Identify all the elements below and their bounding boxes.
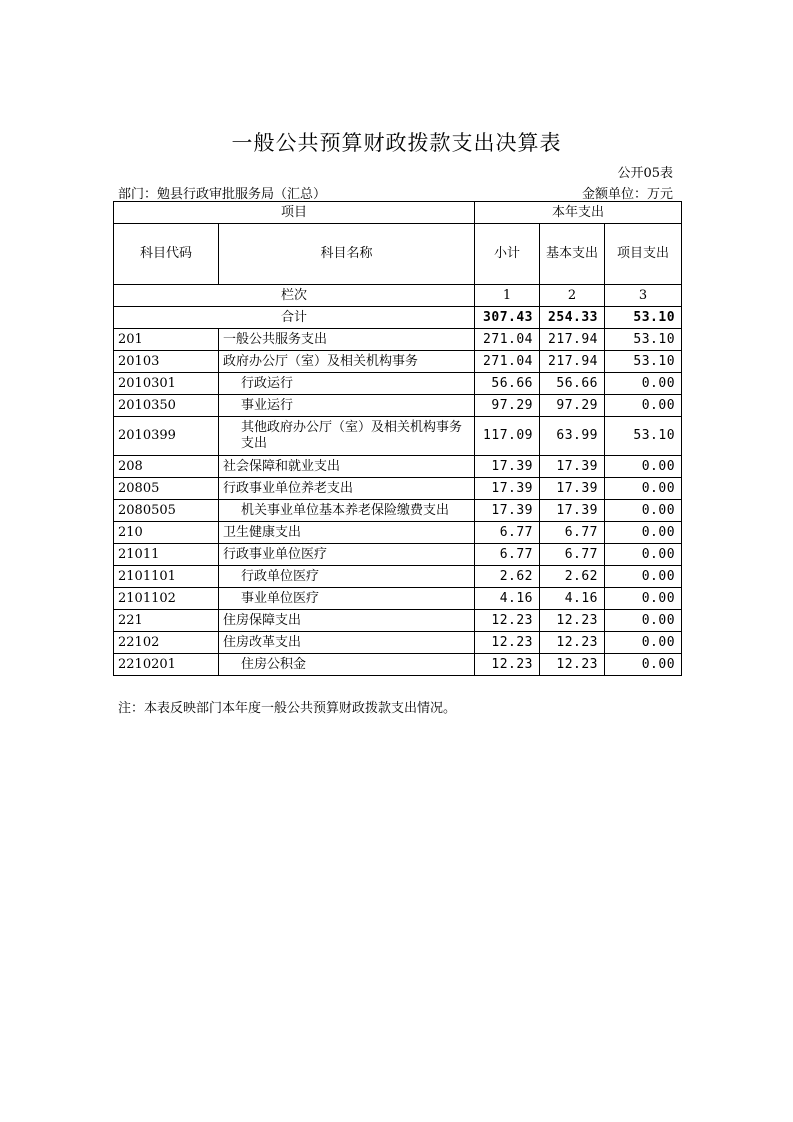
column-label: 栏次: [114, 285, 475, 307]
basic-expense-cell: 17.39: [540, 500, 605, 522]
subject-code-cell: 208: [114, 456, 219, 478]
basic-expense-cell: 4.16: [540, 588, 605, 610]
total-basic: 254.33: [540, 307, 605, 329]
subtotal-cell: 97.29: [475, 395, 540, 417]
subject-code-cell: 2080505: [114, 500, 219, 522]
project-expense-cell: 0.00: [605, 456, 682, 478]
subject-name-cell: 行政事业单位养老支出: [219, 478, 475, 500]
basic-expense-cell: 2.62: [540, 566, 605, 588]
amount-unit-label: 金额单位：万元: [581, 187, 673, 202]
subject-name-cell: 其他政府办公厅（室）及相关机构事务支出: [219, 417, 475, 456]
page-title: 一般公共预算财政拨款支出决算表: [231, 131, 562, 155]
subject-name-cell: 住房改革支出: [219, 632, 475, 654]
subtotal-cell: 4.16: [475, 588, 540, 610]
table-row: [114, 373, 682, 395]
subject-name-cell: 卫生健康支出: [219, 522, 475, 544]
subject-code-cell: 2210201: [114, 654, 219, 676]
header-subject-name: 科目名称: [219, 224, 475, 285]
basic-expense-cell: 217.94: [540, 351, 605, 373]
subject-code-cell: 2101101: [114, 566, 219, 588]
subtotal-cell: 17.39: [475, 478, 540, 500]
total-label: 合计: [114, 307, 475, 329]
header-project-expense: 项目支出: [605, 224, 682, 285]
subject-code-cell: 2010301: [114, 373, 219, 395]
table-row: [114, 456, 682, 478]
basic-expense-cell: 63.99: [540, 417, 605, 456]
table-row: [114, 654, 682, 676]
project-expense-cell: 0.00: [605, 588, 682, 610]
form-code: 公开05表: [617, 166, 673, 181]
project-expense-cell: 0.00: [605, 500, 682, 522]
subject-name-cell: 社会保障和就业支出: [219, 456, 475, 478]
table-row: [114, 566, 682, 588]
project-expense-cell: 0.00: [605, 395, 682, 417]
subject-code-cell: 210: [114, 522, 219, 544]
header-row-1: [114, 202, 682, 224]
subject-code-cell: 20103: [114, 351, 219, 373]
basic-expense-cell: 17.39: [540, 478, 605, 500]
header-subtotal: 小计: [475, 224, 540, 285]
header-subject-code: 科目代码: [114, 224, 219, 285]
table-row: [114, 351, 682, 373]
table-row: [114, 588, 682, 610]
total-row: [114, 307, 682, 329]
subject-name-cell: 住房公积金: [219, 654, 475, 676]
column-2: 2: [540, 285, 605, 307]
table-row: [114, 329, 682, 351]
subtotal-cell: 12.23: [475, 654, 540, 676]
subtotal-cell: 271.04: [475, 351, 540, 373]
project-expense-cell: 0.00: [605, 610, 682, 632]
header-row-2: [114, 224, 682, 285]
subject-code-cell: 2010350: [114, 395, 219, 417]
subtotal-cell: 6.77: [475, 522, 540, 544]
subtotal-cell: 17.39: [475, 500, 540, 522]
subject-name-cell: 政府办公厅（室）及相关机构事务: [219, 351, 475, 373]
table-row: [114, 522, 682, 544]
subject-name-cell: 行政运行: [219, 373, 475, 395]
expense-table: [113, 201, 682, 676]
subtotal-cell: 56.66: [475, 373, 540, 395]
project-expense-cell: 0.00: [605, 654, 682, 676]
subject-code-cell: 221: [114, 610, 219, 632]
table-row: [114, 478, 682, 500]
basic-expense-cell: 217.94: [540, 329, 605, 351]
subject-name-cell: 行政单位医疗: [219, 566, 475, 588]
subtotal-cell: 271.04: [475, 329, 540, 351]
table-row: [114, 610, 682, 632]
project-expense-cell: 53.10: [605, 417, 682, 456]
column-3: 3: [605, 285, 682, 307]
header-project: 项目: [114, 202, 475, 224]
basic-expense-cell: 12.23: [540, 654, 605, 676]
table-row: [114, 395, 682, 417]
subject-name-cell: 机关事业单位基本养老保险缴费支出: [219, 500, 475, 522]
total-project: 53.10: [605, 307, 682, 329]
table-row: [114, 632, 682, 654]
table-row: [114, 500, 682, 522]
basic-expense-cell: 6.77: [540, 522, 605, 544]
subject-name-cell: 行政事业单位医疗: [219, 544, 475, 566]
subject-name-cell: 住房保障支出: [219, 610, 475, 632]
total-subtotal: 307.43: [475, 307, 540, 329]
subtotal-cell: 12.23: [475, 610, 540, 632]
basic-expense-cell: 12.23: [540, 610, 605, 632]
subtotal-cell: 6.77: [475, 544, 540, 566]
header-basic-expense: 基本支出: [540, 224, 605, 285]
subject-code-cell: 2101102: [114, 588, 219, 610]
column-1: 1: [475, 285, 540, 307]
project-expense-cell: 0.00: [605, 632, 682, 654]
subject-name-cell: 事业单位医疗: [219, 588, 475, 610]
basic-expense-cell: 56.66: [540, 373, 605, 395]
subtotal-cell: 2.62: [475, 566, 540, 588]
project-expense-cell: 0.00: [605, 478, 682, 500]
basic-expense-cell: 6.77: [540, 544, 605, 566]
basic-expense-cell: 12.23: [540, 632, 605, 654]
header-annual-expense: 本年支出: [475, 202, 682, 224]
project-expense-cell: 53.10: [605, 351, 682, 373]
subtotal-cell: 17.39: [475, 456, 540, 478]
project-expense-cell: 0.00: [605, 544, 682, 566]
project-expense-cell: 0.00: [605, 373, 682, 395]
table-row: [114, 417, 682, 456]
subtotal-cell: 117.09: [475, 417, 540, 456]
subject-name-cell: 一般公共服务支出: [219, 329, 475, 351]
subject-name-cell: 事业运行: [219, 395, 475, 417]
subtotal-cell: 12.23: [475, 632, 540, 654]
subject-code-cell: 22102: [114, 632, 219, 654]
table-row: [114, 544, 682, 566]
subject-code-cell: 2010399: [114, 417, 219, 456]
department-label: 部门：勉县行政审批服务局（汇总）: [118, 187, 327, 202]
subject-code-cell: 201: [114, 329, 219, 351]
subject-code-cell: 20805: [114, 478, 219, 500]
project-expense-cell: 0.00: [605, 566, 682, 588]
project-expense-cell: 53.10: [605, 329, 682, 351]
basic-expense-cell: 17.39: [540, 456, 605, 478]
column-index-row: [114, 285, 682, 307]
basic-expense-cell: 97.29: [540, 395, 605, 417]
subject-code-cell: 21011: [114, 544, 219, 566]
project-expense-cell: 0.00: [605, 522, 682, 544]
footnote: 注：本表反映部门本年度一般公共预算财政拨款支出情况。: [118, 701, 457, 716]
